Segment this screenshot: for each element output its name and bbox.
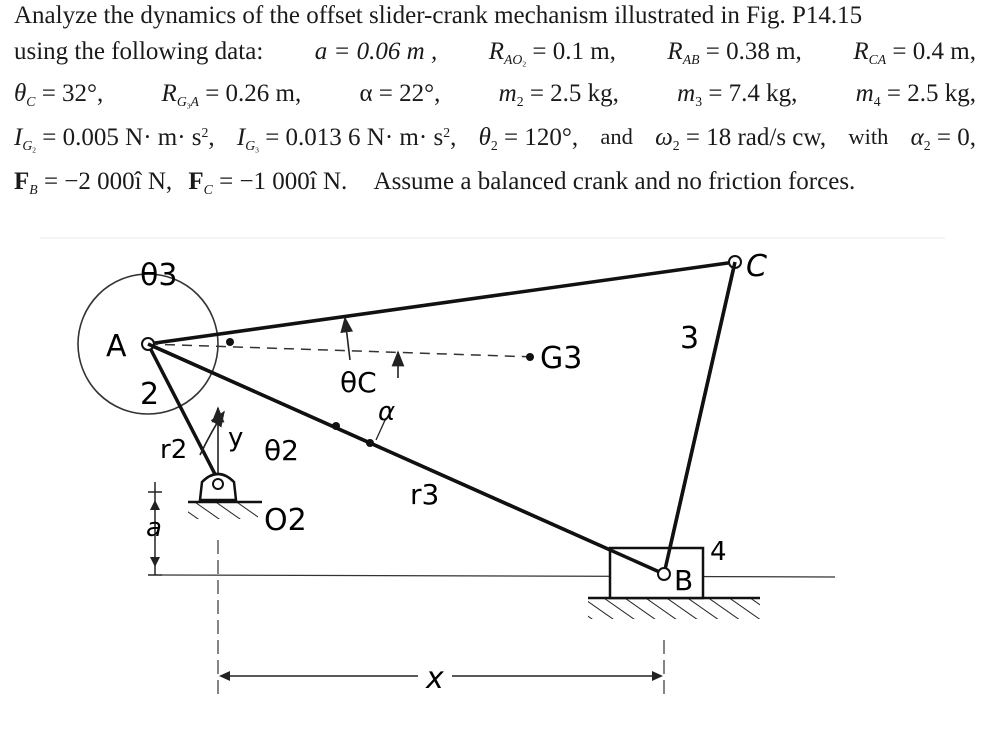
r-ab-value: $R_{AB} = 0.38$ m,: [667, 38, 802, 67]
label-theta3: θ3: [140, 258, 178, 293]
label-C: C: [746, 249, 767, 284]
intro-text: Analyze the dynamics of the offset slider-crank mechanism illustrated in Fig. P14.15: [14, 2, 863, 29]
g3-center-of-mass-dot: [526, 353, 534, 361]
x-dim-arrow-right: [652, 671, 663, 681]
link-3-edge-AB-overlay: [148, 344, 664, 574]
force-b-value: $F_B = -2$ 000î N,: [14, 168, 173, 197]
theta-c-arrow: [345, 318, 350, 360]
and-text: and: [600, 124, 633, 149]
pin-O2: [213, 479, 223, 489]
mass-2-value: $m_2 = 2.5$ kg,: [498, 80, 619, 109]
omega-2-value: $\omega_2 = 18$ rad/s cw,: [655, 124, 827, 153]
theta-c-value: $\theta_C = 32^\circ$,: [14, 80, 104, 109]
label-x: x: [426, 661, 444, 696]
theta-2-arc-arrow: [200, 412, 224, 455]
label-y: y: [228, 423, 244, 453]
label-O2: O2: [264, 503, 307, 538]
link-3-edge-AC: [148, 262, 735, 344]
label-a: a: [146, 513, 162, 543]
inertia-g2-value: $I_{G_2} = 0.005$ $N\cdot m\cdot s^2$,: [14, 124, 215, 155]
label-alpha: α: [378, 397, 396, 427]
alpha-2-value: $\alpha_2 = 0$,: [910, 124, 976, 153]
horizontal-reference-line: [148, 344, 535, 357]
force-c-value: $F_C = -1$ 000î N.: [188, 168, 348, 197]
assumption-text: Assume a balanced crank and no friction forces.: [373, 168, 856, 195]
label-A: A: [106, 329, 127, 364]
offset-a-arrow-top: [150, 500, 160, 510]
r-g3a-value: $R_{G_3A} = 0.26$ m,: [161, 80, 302, 111]
alpha-value: α = 22°,: [359, 80, 441, 107]
label-G3: G3: [540, 341, 583, 376]
link-3-marker-dot: [226, 338, 234, 346]
ground-hatch-O2: [188, 503, 258, 519]
r-ao2-value: $R_{AO_2} = 0.1$ m,: [488, 38, 616, 69]
data-lead-text: using the following data:: [14, 38, 264, 65]
offset-a-value: a = 0.06 m ,: [314, 38, 438, 65]
pin-B: [658, 568, 670, 580]
label-theta2: θ2: [264, 434, 299, 467]
with-text: with: [848, 124, 889, 149]
x-dim-arrow-left: [219, 671, 230, 681]
r-ca-value: $R_{CA} = 0.4$ m,: [853, 38, 976, 67]
label-B: B: [674, 564, 694, 597]
link-3-edge-CB-overlay: [664, 262, 735, 574]
slider-ground-hatch: [588, 599, 760, 619]
mass-4-value: $m_4 = 2.5$ kg,: [855, 80, 976, 109]
offset-a-arrow-bottom: [150, 557, 160, 567]
label-r2: r2: [160, 435, 188, 465]
mass-3-value: $m_3 = 7.4$ kg,: [677, 80, 798, 109]
label-slider-4: 4: [710, 537, 727, 567]
theta-2-value: $\theta_2 = 120^\circ$,: [478, 124, 579, 153]
label-link-3: 3: [680, 321, 700, 356]
slider-axis-line: [160, 575, 835, 577]
label-link-2: 2: [140, 377, 160, 412]
inertia-g3-value: $I_{G_3} = 0.013$ 6 $N\cdot m\cdot s^2$,: [236, 124, 457, 155]
label-theta-c: θC: [340, 366, 377, 399]
label-r3: r3: [410, 478, 440, 511]
